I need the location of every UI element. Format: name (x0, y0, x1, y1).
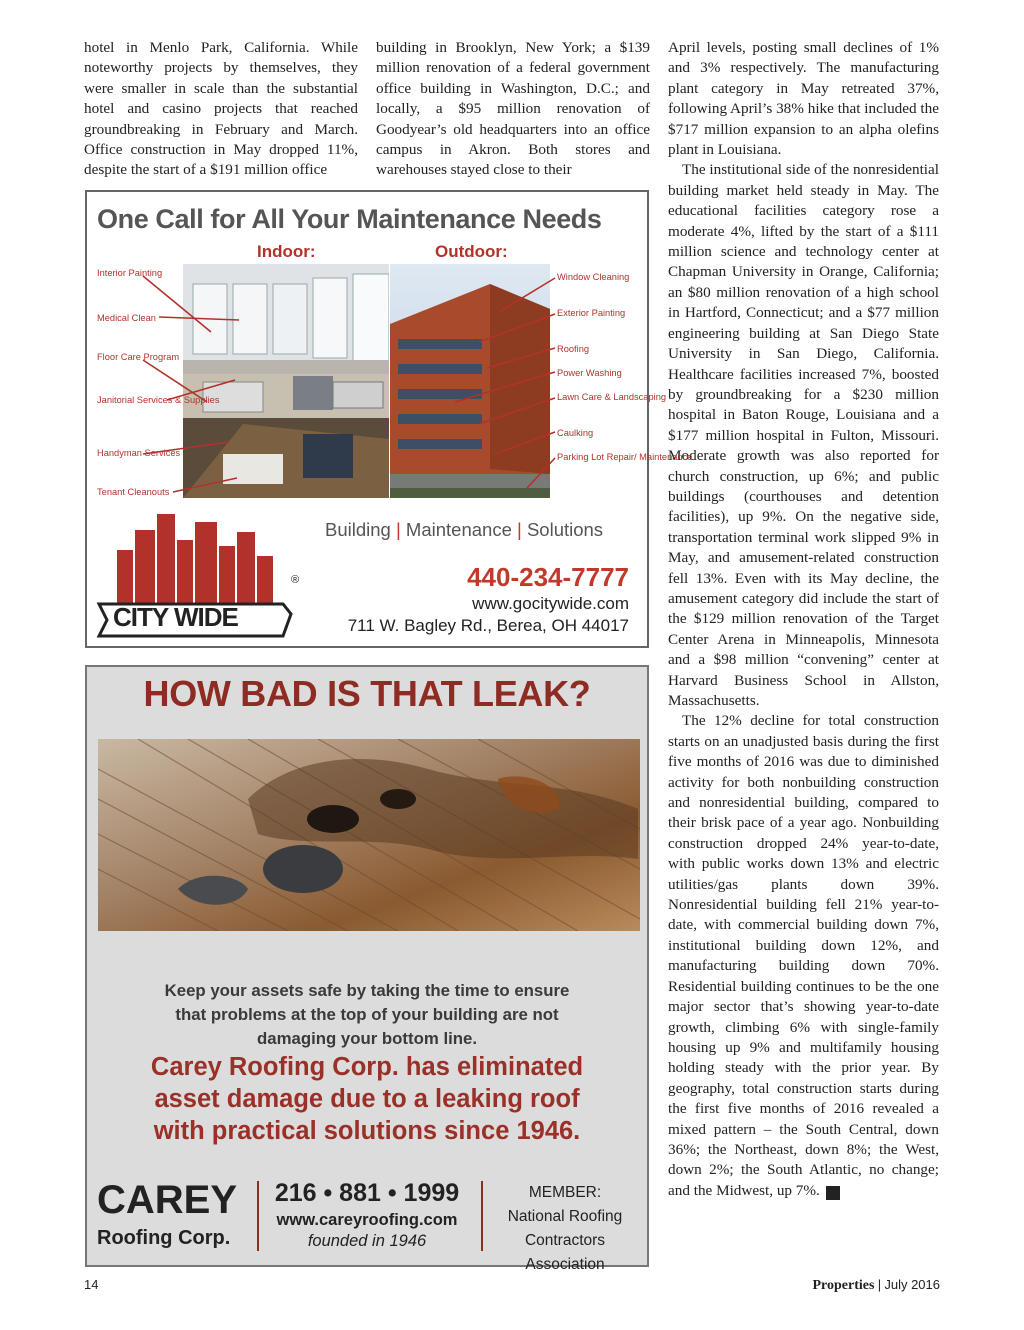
ad-headline: HOW BAD IS THAT LEAK? (143, 673, 591, 714)
service-caulking: Caulking (557, 428, 594, 438)
service-lawn-care: Lawn Care & Landscaping (557, 392, 667, 402)
carey-roofing-advertisement (85, 665, 649, 1273)
tagline-maintenance: Maintenance (405, 519, 512, 540)
citywide-advertisement (85, 190, 693, 648)
article-column-2 (376, 38, 650, 181)
citywide-address: 711 W. Bagley Rd., Berea, OH 44017 (347, 616, 629, 635)
article-paragraph-text: The 12% decline for total construction starts on an unadjusted basis during the first five months of 2016 was due to diminished activity for both nonbuilding construction and nonresidential building, compared to their brisk pace of a year ago. Nonbuilding construction dropped 24% year-to-date, with public works down 13% and electric utilities/gas plants down 39%. Nonresidential building fell 21% year-to-date, with commercial building down 7%, institutional building down 12%, and manufacturing building down 70%. Residential building continues to be the one major sector that’s showing year-to-date growth, climbing 6% with single-family housing up 9% and multifamily housing holding steady with the prior year. By geography, total construction starts during the first five months of 2016 revealed a mixed pattern – the South Central, down 36%; the Northeast, down 8%; the West, down 2%; the South Atlantic, no change; and the Midwest, up 7%. (668, 712, 939, 1199)
page-number: 14 (84, 1277, 99, 1292)
indoor-label: Indoor: (257, 242, 316, 261)
service-arrows (87, 192, 651, 512)
tagline-separator: | (395, 519, 401, 540)
issue-date: July 2016 (884, 1277, 940, 1292)
ad-keep-line: Keep your assets safe by taking the time to ensure that problems at the top of your building are not damaging your bottom line. (164, 981, 570, 1048)
divider (481, 1181, 483, 1251)
service-handyman: Handyman Services (97, 448, 181, 458)
ad-statement: Carey Roofing Corp. has eliminated asset damage due to a leaking roof with practical solutions since 1946. (150, 1053, 584, 1145)
outdoor-label: Outdoor: (435, 242, 508, 261)
end-mark-icon: P (826, 1186, 840, 1200)
citywide-website: www.gocitywide.com (472, 594, 629, 613)
article-paragraph: The institutional side of the nonresidential building market held steady in May. The educational facilities category rose a moderate 4%, lifted by the start of a $111 million science and technology center at Chapman University in Orange, California; an $80 million renovation of a high school in Hartford, Connecticut; and a $77 million engineering building at San Diego State University in San Diego, California. Healthcare facilities increased 7%, boosted by groundbreaking for a $230 million hospital in Baton Rouge, Louisiana and a $177 million hospital in Fulton, Missouri. Moderate growth was also reported for church construction, up 6%; and public buildings (courthouses and detention facilities), up 9%. On the negative side, transportation terminal work slipped 9% in May, and amusement-related construction fell 13%. Even with its May decline, the amusement category did include the start of the $129 million renovation of the Target Center Arena in Minneapolis, Minnesota and a $98 million “convening” center at Harvard Business School in Allston, Massachusetts. (668, 161, 939, 709)
tagline-solutions: Solutions (526, 519, 604, 540)
carey-brand-sub: Roofing Corp. (97, 1227, 231, 1249)
service-floor-care: Floor Care Program (97, 352, 180, 362)
article-paragraph: building in Brooklyn, New York; a $139 million renovation of a federal government office building in Washington, D.C.; and locally, a $95 million renovation of Goodyear’s old headquarters into an office campus in Akron. Both stores and warehouses stayed close to their (376, 39, 650, 179)
logo-text: CITY WIDE (113, 602, 238, 632)
service-window-cleaning: Window Cleaning (557, 272, 630, 282)
article-paragraph: April levels, posting small declines of 1% and 3% respectively. The manufacturing plant category in May retreated 37%, following April’s 38% hike that included the $717 million expansion to an alpha olefins plant in Louisiana. (668, 39, 939, 159)
footer-separator: | (877, 1277, 882, 1292)
service-exterior-painting: Exterior Painting (557, 308, 626, 318)
citywide-phone: 440-234-7777 (467, 562, 629, 592)
carey-phone: 216 • 881 • 1999 (274, 1179, 460, 1207)
tagline-separator: | (517, 519, 522, 540)
member-org-line2: Contractors Association (524, 1232, 606, 1273)
citywide-logo (95, 510, 305, 642)
membership-block (485, 1181, 645, 1277)
service-roofing: Roofing (557, 344, 590, 354)
article-paragraph: hotel in Menlo Park, California. While noteworthy projects by themselves, they were smaller in scale than the substantial hotel and casino projects that reached groundbreaking in February and March. Office construction in May dropped 11%, despite the start of a $191 million office (84, 39, 358, 179)
ad-tagline (325, 519, 603, 541)
carey-founded: founded in 1946 (307, 1232, 427, 1250)
tagline-building: Building (325, 519, 391, 540)
service-interior-painting: Interior Painting (97, 268, 163, 278)
article-paragraph (668, 711, 939, 1201)
registered-mark: ® (291, 574, 300, 586)
article-column-1 (84, 38, 358, 181)
service-tenant-cleanouts: Tenant Cleanouts (97, 487, 170, 497)
service-medical-clean: Medical Clean (97, 313, 156, 323)
publication-footer (813, 1277, 941, 1294)
damaged-roof-photo (98, 739, 640, 931)
carey-website: www.careyroofing.com (276, 1211, 458, 1229)
service-power-washing: Power Washing (557, 368, 622, 378)
article-column-3 (668, 38, 939, 1201)
carey-brand: CAREY (97, 1178, 238, 1222)
member-org-line1: National Roofing (507, 1208, 623, 1225)
member-label: MEMBER: (528, 1184, 602, 1201)
service-parking-lot: Parking Lot Repair/ Maintenance (557, 452, 693, 462)
service-janitorial: Janitorial Services & Supplies (97, 395, 220, 405)
publication-name: Properties (812, 1278, 875, 1293)
ad-headline: One Call for All Your Maintenance Needs (97, 204, 602, 234)
